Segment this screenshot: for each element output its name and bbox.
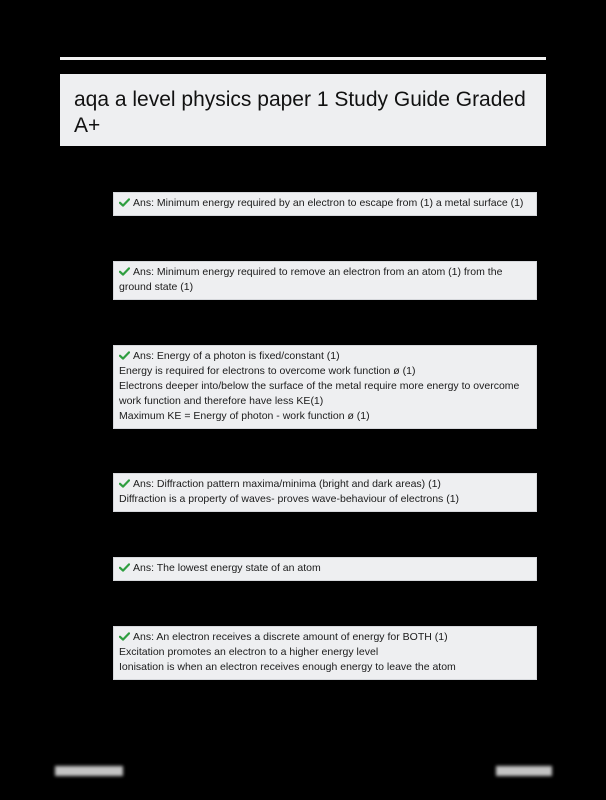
title-banner bbox=[60, 74, 546, 146]
answer-line: Diffraction is a property of waves- proves wave-behaviour of electrons (1) bbox=[119, 493, 460, 505]
check-icon bbox=[119, 479, 130, 488]
answer-box-6 bbox=[113, 626, 537, 680]
answer-box-3 bbox=[113, 345, 537, 429]
answer-text: Ans: Minimum energy required by an electron to escape from (1) a metal surface (1) bbox=[133, 197, 524, 209]
answer-box-1 bbox=[113, 192, 537, 216]
footer-left-blurred bbox=[55, 766, 123, 776]
answer-line bbox=[119, 477, 530, 492]
answer-line bbox=[119, 349, 530, 364]
answer-text: Ans: The lowest energy state of an atom bbox=[133, 562, 321, 574]
answer-text: Ans: Energy of a photon is fixed/constant (1) bbox=[133, 350, 340, 362]
check-icon bbox=[119, 563, 130, 572]
answer-line bbox=[119, 630, 530, 645]
answer-line: Excitation promotes an electron to a higher energy level bbox=[119, 646, 379, 658]
page-title: aqa a level physics paper 1 Study Guide Graded A+ bbox=[74, 88, 526, 137]
answer-line: Maximum KE = Energy of photon - work function ø (1) bbox=[119, 410, 370, 422]
answer-line bbox=[119, 196, 530, 211]
answer-line: Energy is required for electrons to overcome work function ø (1) bbox=[119, 365, 416, 377]
answer-text: Ans: An electron receives a discrete amount of energy for BOTH (1) bbox=[133, 631, 448, 643]
answer-box-2 bbox=[113, 261, 537, 300]
answer-box-4 bbox=[113, 473, 537, 512]
check-icon bbox=[119, 267, 130, 276]
answer-text: Ans: Minimum energy required to remove an electron from an atom (1) from the ground state (1) bbox=[119, 266, 503, 293]
check-icon bbox=[119, 351, 130, 360]
answer-line bbox=[119, 561, 530, 576]
check-icon bbox=[119, 632, 130, 641]
answer-box-5 bbox=[113, 557, 537, 581]
answer-line bbox=[119, 265, 530, 295]
answer-text: Ans: Diffraction pattern maxima/minima (bright and dark areas) (1) bbox=[133, 478, 441, 490]
top-divider bbox=[60, 57, 546, 60]
answer-line: Ionisation is when an electron receives enough energy to leave the atom bbox=[119, 661, 456, 673]
answer-line: Electrons deeper into/below the surface of the metal require more energy to overcome work function and therefore have less KE(1) bbox=[119, 380, 520, 407]
footer-right-blurred bbox=[496, 766, 552, 776]
check-icon bbox=[119, 198, 130, 207]
